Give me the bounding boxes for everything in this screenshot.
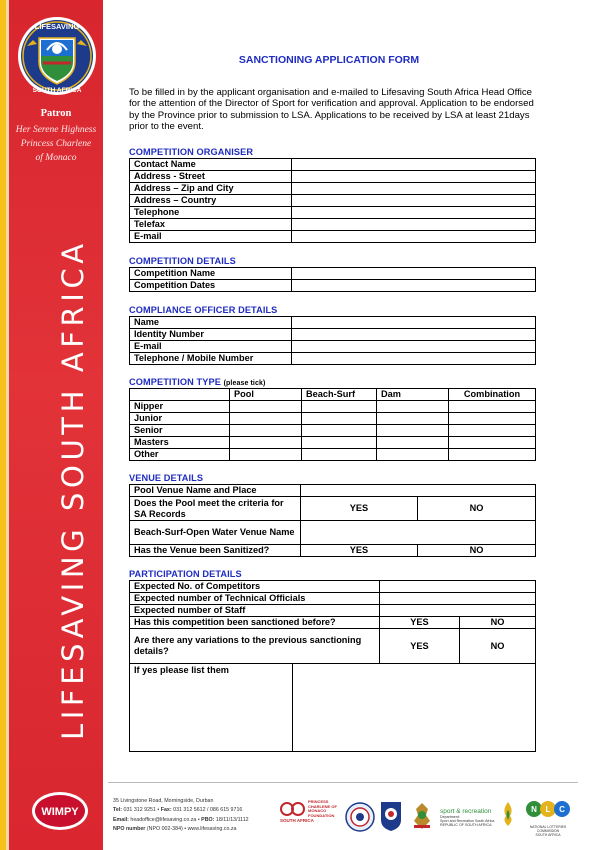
field-label: Are there any variations to the previous sanctioning details? (130, 629, 380, 664)
tick-cell[interactable] (302, 425, 377, 437)
field-input[interactable] (292, 280, 536, 292)
organiser-table (129, 158, 536, 243)
sport-recreation-logo (440, 808, 500, 828)
table-row (130, 183, 536, 195)
tick-cell[interactable] (377, 437, 449, 449)
intro-paragraph: To be filled in by the applicant organisation and e-mailed to Lifesaving South Africa Head Office for the attention of the Director of Sport for verification and approval. Application to be endorsed by the Province prior to submission to LSA. Applications to be received by LSA at least 21days prior to the event. (129, 87, 534, 133)
field-input[interactable] (292, 329, 536, 341)
patron-block (9, 108, 103, 165)
table-row (130, 268, 536, 280)
field-label: Expected No. of Competitors (130, 581, 380, 593)
participation-table (129, 580, 536, 752)
field-label: Contact Name (130, 159, 292, 171)
footer-contact (113, 797, 249, 835)
field-input[interactable] (292, 231, 536, 243)
wimpy-logo (30, 790, 90, 832)
field-label: Has the Venue been Sanitized? (130, 545, 301, 557)
tick-cell[interactable] (230, 413, 302, 425)
field-label: If yes please list them (130, 664, 293, 752)
table-row (130, 581, 536, 593)
field-input[interactable] (292, 171, 536, 183)
field-input[interactable] (292, 159, 536, 171)
tick-cell[interactable] (449, 401, 536, 413)
ils-badge-icon (379, 800, 403, 832)
field-label: Address – Country (130, 195, 292, 207)
tel-label: Tel: (113, 807, 123, 814)
wimpy-logo-text: WIMPY (41, 806, 79, 818)
table-row (130, 521, 536, 545)
no-option[interactable]: NO (418, 497, 536, 521)
tick-cell[interactable] (449, 437, 536, 449)
npo-label: NPO number (113, 826, 146, 833)
field-label: Expected number of Technical Officials (130, 593, 380, 605)
coat-of-arms-icon (408, 801, 436, 831)
foundation-sub: SOUTH AFRICA (280, 818, 314, 823)
field-input[interactable] (292, 268, 536, 280)
table-row (130, 425, 536, 437)
tick-cell[interactable] (230, 401, 302, 413)
footer-divider (108, 782, 578, 783)
tick-cell[interactable] (449, 425, 536, 437)
table-row (130, 437, 536, 449)
tick-cell[interactable] (377, 449, 449, 461)
header-cell-empty (130, 389, 230, 401)
row-label: Other (130, 449, 230, 461)
table-row (130, 231, 536, 243)
table-row (130, 497, 536, 521)
field-input[interactable] (380, 581, 536, 593)
field-input[interactable] (292, 183, 536, 195)
field-label: Competition Dates (130, 280, 292, 292)
field-input[interactable] (292, 207, 536, 219)
pbo-value: 18/11/13/1112 (215, 816, 249, 823)
tick-cell[interactable] (377, 413, 449, 425)
field-label: Competition Name (130, 268, 292, 280)
column-header-combination: Combination (449, 389, 536, 401)
tick-cell[interactable] (449, 413, 536, 425)
field-input[interactable] (301, 521, 536, 545)
fax-value: 031 312 5612 / 086 615 9716 (173, 807, 243, 814)
email-link[interactable]: headoffice@lifesaving.co.za (130, 816, 197, 823)
logo-top-text: LIFESAVING (34, 22, 80, 31)
table-row (130, 413, 536, 425)
email-label: Email: (113, 816, 129, 823)
field-label: Expected number of Staff (130, 605, 380, 617)
sport-line: REPUBLIC OF SOUTH AFRICA (440, 823, 492, 828)
sport-line: Sport and Recreation South Africa (440, 819, 495, 824)
foundation-logo (280, 800, 340, 824)
tick-cell[interactable] (302, 449, 377, 461)
patron-line: Her Serene Highness (15, 125, 97, 135)
footer-address-line: 35 Livingstone Road, Morningside, Durban (113, 798, 214, 804)
section-heading-type (129, 377, 265, 387)
row-label: Senior (130, 425, 230, 437)
table-row (130, 449, 536, 461)
field-label: E-mail (130, 231, 292, 243)
yes-option[interactable]: YES (380, 629, 460, 664)
table-row (130, 617, 536, 629)
competition-type-table (129, 388, 536, 461)
field-input[interactable] (292, 341, 536, 353)
tick-cell[interactable] (230, 437, 302, 449)
column-header-dam: Dam (377, 389, 449, 401)
circle-seal-icon (345, 802, 375, 832)
field-label: Telephone (130, 207, 292, 219)
row-label: Nipper (130, 401, 230, 413)
table-row (130, 664, 536, 752)
variations-textarea[interactable] (293, 664, 536, 752)
foundation-name: PRINCESS CHARLENE OF MONACO FOUNDATION (308, 799, 337, 818)
sport-line: Department: (440, 815, 460, 819)
sport-title: sport & recreation (440, 808, 492, 815)
field-label: Telefax (130, 219, 292, 231)
yes-option[interactable]: YES (301, 497, 418, 521)
field-label: Has this competition been sanctioned before? (130, 617, 380, 629)
nlc-rings-icon (520, 798, 576, 820)
field-label: E-mail (130, 341, 292, 353)
tick-cell[interactable] (449, 449, 536, 461)
column-header-pool: Pool (230, 389, 302, 401)
field-input[interactable] (380, 605, 536, 617)
table-row (130, 629, 536, 664)
section-heading-venue: VENUE DETAILS (129, 473, 204, 483)
field-label: Beach-Surf-Open Water Venue Name (130, 521, 301, 545)
field-input[interactable] (292, 317, 536, 329)
section-heading-details: COMPETITION DETAILS (129, 256, 236, 266)
footer-npo-line: NPO number (NPO 002-384) • www.lifesaving.co.za (113, 826, 237, 833)
footer-phone-line: Tel: 031 312 9251 • Fax: 031 312 5612 / 086 615 9716 (113, 807, 243, 814)
table-header-row (130, 389, 536, 401)
lottery-line: NATIONAL LOTTERIES COMMISSION (529, 825, 567, 833)
tick-cell[interactable] (377, 425, 449, 437)
table-row (130, 485, 536, 497)
field-label: Identity Number (130, 329, 292, 341)
lottery-commission-logo (520, 798, 576, 837)
tick-cell[interactable] (377, 401, 449, 413)
section-heading-organiser: COMPETITION ORGANISER (129, 147, 254, 157)
please-tick-note: (please tick) (223, 380, 266, 387)
section-heading-type-text: COMPETITION TYPE (129, 377, 221, 387)
tick-cell[interactable] (230, 425, 302, 437)
table-row (130, 159, 536, 171)
npo-value: (NPO 002-384) (146, 826, 183, 833)
yes-option[interactable]: YES (380, 617, 460, 629)
table-row (130, 353, 536, 365)
field-label: Pool Venue Name and Place (130, 485, 301, 497)
tick-cell[interactable] (302, 401, 377, 413)
field-input[interactable] (301, 485, 536, 497)
column-header-beach-surf: Beach-Surf (302, 389, 377, 401)
foundation-emblem-icon (280, 800, 306, 818)
field-label: Does the Pool meet the criteria for SA Records (130, 497, 301, 521)
table-row (130, 401, 536, 413)
no-option[interactable]: NO (418, 545, 536, 557)
field-input[interactable] (292, 195, 536, 207)
field-input[interactable] (380, 593, 536, 605)
logo-bottom-text: SOUTH AFRICA (32, 87, 82, 94)
svg-text:N: N (531, 805, 537, 814)
vertical-brand-text: LIFESAVING SOUTH AFRICA (56, 239, 90, 740)
no-option[interactable]: NO (460, 617, 536, 629)
patron-line: Princess Charlene (20, 139, 92, 149)
table-row (130, 195, 536, 207)
field-label: Address – Zip and City (130, 183, 292, 195)
tick-cell[interactable] (230, 449, 302, 461)
table-row (130, 329, 536, 341)
table-row (130, 207, 536, 219)
field-label: Address - Street (130, 171, 292, 183)
tick-cell[interactable] (302, 437, 377, 449)
table-row (130, 605, 536, 617)
venue-table (129, 484, 536, 557)
section-heading-compliance: COMPLIANCE OFFICER DETAILS (129, 305, 278, 315)
yes-option[interactable]: YES (301, 545, 418, 557)
table-row (130, 545, 536, 557)
footer-email-line: Email: headoffice@lifesaving.co.za • PBO: 18/11/13/1112 (113, 816, 249, 823)
lottery-line: SOUTH AFRICA (535, 833, 561, 837)
website-link[interactable]: www.lifesaving.co.za (187, 826, 237, 833)
table-row (130, 341, 536, 353)
pbo-label: PBO: (201, 816, 215, 823)
tick-cell[interactable] (302, 413, 377, 425)
tel-value: 031 312 9251 (123, 807, 156, 814)
page-title: SANCTIONING APPLICATION FORM (238, 54, 420, 66)
field-label: Name (130, 317, 292, 329)
compliance-table (129, 316, 536, 365)
section-heading-participation: PARTICIPATION DETAILS (129, 569, 242, 579)
table-row (130, 171, 536, 183)
table-row (130, 317, 536, 329)
sidebar-banner (0, 0, 103, 850)
no-option[interactable]: NO (460, 629, 536, 664)
field-input[interactable] (292, 353, 536, 365)
svg-text:L: L (545, 805, 551, 814)
table-row (130, 593, 536, 605)
patron-title: Patron (40, 108, 72, 119)
table-row (130, 280, 536, 292)
table-row (130, 219, 536, 231)
lifesaving-sa-logo (17, 16, 97, 96)
fax-label: Fax: (160, 807, 172, 814)
flame-emblem-icon (500, 800, 516, 828)
svg-text:C: C (559, 805, 565, 814)
row-label: Masters (130, 437, 230, 449)
details-table (129, 267, 536, 292)
field-input[interactable] (292, 219, 536, 231)
field-label: Telephone / Mobile Number (130, 353, 292, 365)
row-label: Junior (130, 413, 230, 425)
patron-line: of Monaco (35, 153, 77, 163)
